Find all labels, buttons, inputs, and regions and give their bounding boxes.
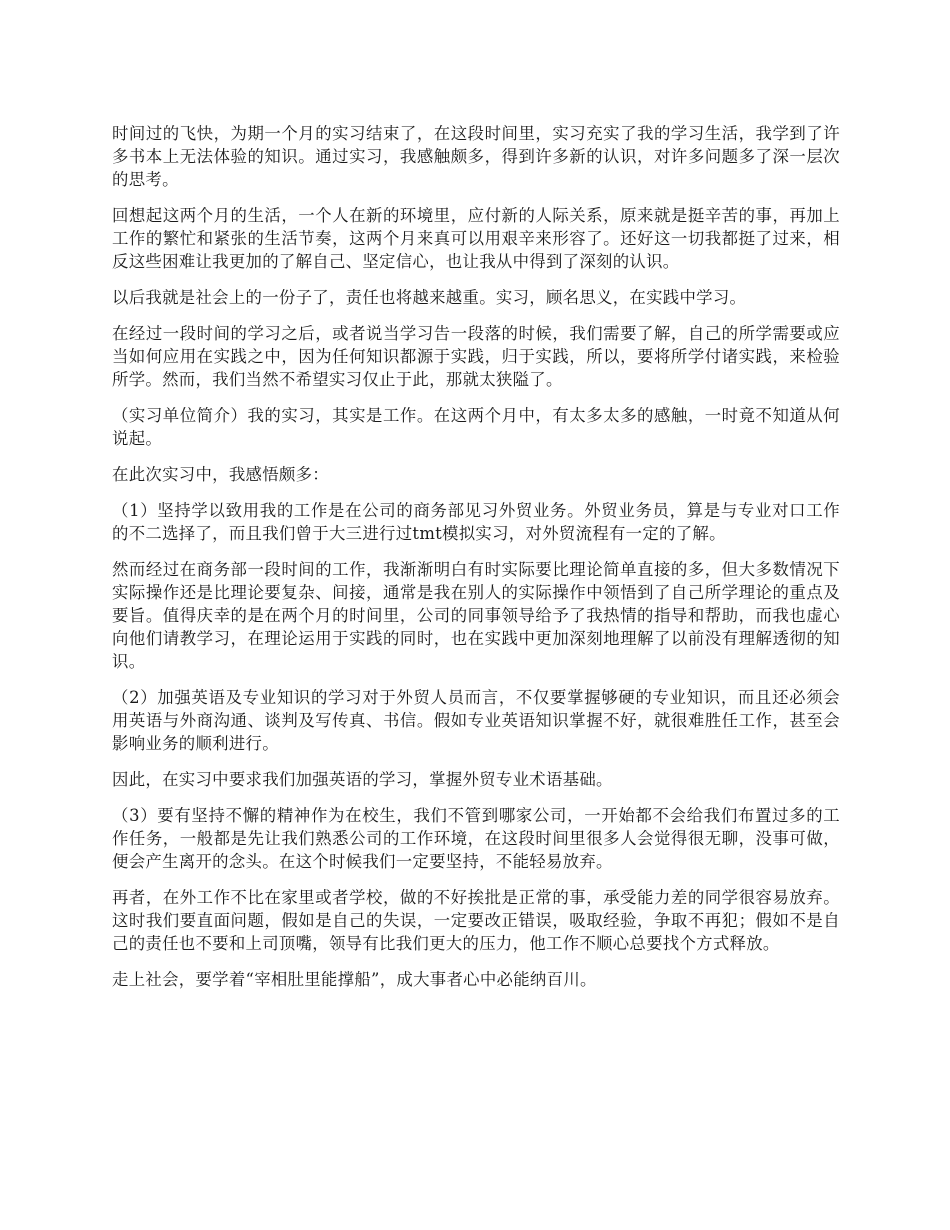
paragraph-12: 再者，在外工作不比在家里或者学校，做的不好挨批是正常的事，承受能力差的同学很容易放弃。这时我们要直面问题，假如是自己的失误，一定要改正错误，吸取经验，争取不再犯；假如不是自己的责任也不要和上司顶嘴，领导有比我们更大的压力，他工作不顺心总要找个方式释放。 xyxy=(112,888,840,953)
paragraph-2: 回想起这两个月的生活，一个人在新的环境里，应付新的人际关系，原来就是挺辛苦的事，再加上工作的繁忙和紧张的生活节奏，这两个月来真可以用艰辛来形容了。还好这一切我都挺了过来，相反这些困难让我更加的了解自己、坚定信心，也让我从中得到了深刻的认识。 xyxy=(112,206,840,271)
paragraph-13: 走上社会，要学着“宰相肚里能撑船”，成大事者心中必能纳百川。 xyxy=(112,970,597,989)
paragraph-8: 然而经过在商务部一段时间的工作，我渐渐明白有时实际要比理论简单直接的多，但大多数情况下实际操作还是比理论要复杂、间接，通常是我在别人的实际操作中领悟到了自己所学理论的重点及要旨。值得庆幸的是在两个月的时间里，公司的同事领导给予了我热情的指导和帮助，而我也虚心向他们请教学习，在理论运用于实践的同时，也在实践中更加深刻地理解了以前没有理解透彻的知识。 xyxy=(112,560,840,671)
paragraph-11: （3）要有坚持不懈的精神作为在校生，我们不管到哪家公司，一开始都不会给我们布置过多的工作任务，一般都是先让我们熟悉公司的工作环境，在这段时间里很多人会觉得很无聊，没事可做，便会产生离开的念头。在这个时候我们一定要坚持，不能轻易放弃。 xyxy=(112,806,840,871)
paragraph-6: 在此次实习中，我感悟颇多： xyxy=(112,465,329,484)
paragraph-5: （实习单位简介）我的实习，其实是工作。在这两个月中，有太多太多的感触，一时竟不知道从何说起。 xyxy=(112,406,840,448)
paragraph-10: 因此，在实习中要求我们加强英语的学习，掌握外贸专业术语基础。 xyxy=(112,770,613,789)
paragraph-3: 以后我就是社会上的一份子了，责任也将越来越重。实习，顾名思义，在实践中学习。 xyxy=(112,288,747,307)
paragraph-9: （2）加强英语及专业知识的学习对于外贸人员而言，不仅要掌握够硬的专业知识，而且还必须会用英语与外商沟通、谈判及写传真、书信。假如专业英语知识掌握不好，就很难胜任工作，甚至会影响业务的顺利进行。 xyxy=(112,688,840,753)
document-body xyxy=(112,122,840,1004)
paragraph-7: （1）坚持学以致用我的工作是在公司的商务部见习外贸业务。外贸业务员，算是与专业对口工作的不二选择了，而且我们曾于大三进行过tmt模拟实习，对外贸流程有一定的了解。 xyxy=(112,501,840,543)
paragraph-4: 在经过一段时间的学习之后，或者说当学习告一段落的时候，我们需要了解，自己的所学需要或应当如何应用在实践之中，因为任何知识都源于实践，归于实践，所以，要将所学付诸实践，来检验所学。然而，我们当然不希望实习仅止于此，那就太狭隘了。 xyxy=(112,324,840,389)
paragraph-1: 时间过的飞快，为期一个月的实习结束了，在这段时间里，实习充实了我的学习生活，我学到了许多书本上无法体验的知识。通过实习，我感触颇多，得到许多新的认识，对许多问题多了深一层次的思考。 xyxy=(112,124,840,189)
